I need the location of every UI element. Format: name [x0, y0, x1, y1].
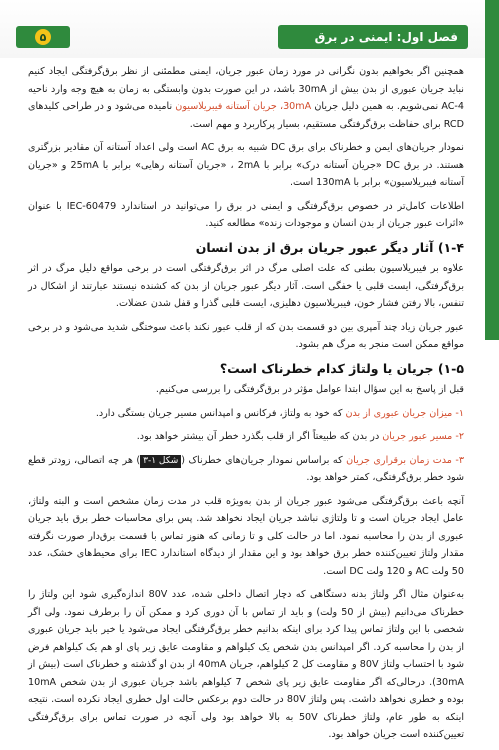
- list-item-1: [28, 405, 464, 423]
- highlight-fibrillation-threshold: 30mA، جریان آستانه فیبریلاسیون: [175, 101, 312, 112]
- list-item-1-text: که خود به ولتاژ، فرکانس و امپدانس مسیر جریان بستگی دارد.: [95, 407, 346, 419]
- paragraph-text: همچنین اگر بخواهیم بدون نگرانی در مورد زمان عبور جریان، ایمنی مطمئنی از نظر برق‌گرفتگی ایجاد کنیم نباید جریان عبوری از بدن بیش از 30mA باشد، در این صورت بدون وابستگی به زمان به هیچ وجه وارد ناحیه AC-4 نمی‌شویم. به همین دلیل جریان: [28, 66, 464, 112]
- chapter-title: فصل اول: ایمنی در برق: [314, 30, 458, 44]
- section-heading-4: ۱-۴) آثار دیگر عبور جریان برق از بدن انسان: [195, 239, 464, 255]
- page-number: ۵: [35, 29, 51, 45]
- list-item-3-label: ۳- مدت زمان برقراری جریان: [346, 454, 465, 466]
- paragraph-intro: قبل از پاسخ به این سؤال ابتدا عوامل مؤثر در برق‌گرفتگی را بررسی می‌کنیم.: [155, 384, 464, 395]
- figure-reference: شکل ۱-۳: [140, 455, 181, 468]
- paragraph-voltage-vs-current: آنچه باعث برق‌گرفتگی می‌شود عبور جریان از بدن به‌ویژه قلب در مدت زمان مشخص است و البته ولتاژ، عامل ایجاد جریان است و تا ولتاژی نباشد جریان ایجاد نخواهد شد. پس برای محاسبات خطر برق باید جریان عبوری از بدن را محاسبه نمود. اما در حالت کلی و تا زمانی که هنوز تماس با قسمت برق‌دار صورت نگرفته مقدار ولتاژ تعیین‌کننده خطر برق خواهد بود و این مقدار از دیدگاه استاندارد IEC برای محیط‌های خشک، عدد 50 ولت AC و 120 ولت DC است.: [28, 495, 464, 577]
- section-heading-5: ۱-۵) جریان یا ولتاژ کدام خطرناک است؟: [219, 360, 464, 376]
- paragraph-threshold: [28, 63, 464, 133]
- paragraph-burns: عبور جریان زیاد چند آمپری بین دو قسمت بدن که از قلب عبور نکند باعث سوختگی شدید می‌شود و در برخی مواقع ممکن است منجر به مرگ هم بشود.: [28, 321, 464, 350]
- page-header: [0, 0, 499, 58]
- paragraph-example: به‌عنوان مثال اگر ولتاژ بدنه دستگاهی که دچار اتصال داخلی شده، عدد 80V اندازه‌گیری شود این ولتاژ را خطرناک می‌دانیم (بیش از 50 ولت) و باید از تماس با آن دوری کرد و ممکن آن را برطرف نمود. ولی اگر شخصی با این ولتاژ تماس پیدا کرد برای اینکه بدانیم خطر برق‌گرفتگی ایجاد می‌شود یا خیر باید جریان عبوری از بدن را محاسبه کرد. اگر امپدانس بدن شخص یک کیلواهم و مقاومت عایق زیر پای او هم یک کیلواهم فرض شود با احتساب ولتاژ 80V و مقاومت کل 2 کیلواهم، جریان 40mA از بدن او گذشته و خطرناک است (بیش از 30mA). درحالی‌که اگر مقاومت عایق زیر پای شخص 7 کیلواهم باشد جریان عبوری از بدن شخص 10mA بوده و خطری نخواهد داشت. پس ولتاژ 80V در حالت دوم برعکس حالت اول خطری ایجاد نکرده است. نتیجه اینکه به طور عام، ولتاژ خطرناک 50V به بالا خواهد بود ولی آنچه در صورت تماس برای برق‌گرفتگی تعیین‌کننده است جریان خواهد بود.: [28, 589, 465, 740]
- list-item-2-text: در بدن که طبیعتاً اگر از قلب بگذرد خطر آن بیشتر خواهد بود.: [136, 431, 383, 442]
- list-item-2: [28, 428, 464, 446]
- paragraph-other-effects: علاوه بر فیبریلاسیون بطنی که علت اصلی مرگ در اثر برق‌گرفتگی است در برخی مواقع دلیل مرگ در اثر برق‌گرفتگی، ایست قلبی یا خفگی است. آثار دیگر عبور جریان از بدن که کشنده نیستند عبارتند از اشکال در تنفس، بالا رفتن فشار خون، فیبریلاسیون دهلیزی، ایست قلبی گذرا و قفل شدن عضلات.: [28, 263, 464, 309]
- list-item-1-label: ۱- میزان جریان عبوری از بدن: [345, 407, 464, 419]
- page-body: [28, 63, 464, 750]
- list-item-3-text: که براساس نمودار جریان‌های خطرناک (: [181, 454, 347, 466]
- paragraph-dc-thresholds: نمودار جریان‌های ایمن و خطرناک برای برق DC شبیه به برق AC است ولی اعداد آستانه آن مقادیر بزرگتری هستند. در برق DC «جریان آستانه درک» برابر با 2mA ، «جریان آستانه رهایی» برابر با 25mA و «جریان آستانه فیبریلاسیون» برابر با 130mA است.: [28, 142, 464, 188]
- paragraph-standard: اطلاعات کامل‌تر در خصوص برق‌گرفتگی و ایمنی در برق را می‌توانید در استاندارد IEC-60479 با عنوان «اثرات عبور جریان از بدن انسان و موجودات زنده» مطالعه کنید.: [28, 200, 464, 229]
- list-item-3-text-end: ) هر چه اتصالی، زودتر قطع شود خطر برق‌گرفتگی، کمتر خواهد بود.: [28, 454, 464, 483]
- list-item-3: [28, 452, 464, 487]
- page-number-tab: [16, 26, 70, 48]
- chapter-side-bar: [485, 0, 499, 340]
- paragraph-text: نامیده می‌شود و در طراحی کلیدهای RCD برای حفاظت برق‌گرفتگی مستقیم، بسیار پرکاربرد و مهم است.: [28, 101, 464, 130]
- chapter-banner: [278, 25, 468, 49]
- list-item-2-label: ۲- مسیر عبور جریان: [382, 431, 464, 442]
